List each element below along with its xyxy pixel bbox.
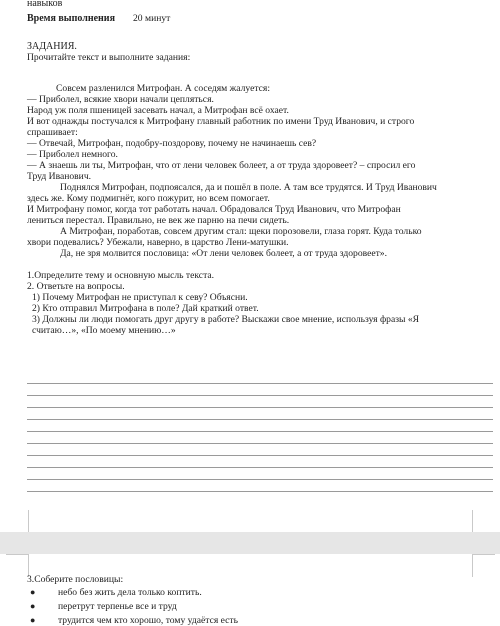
bullet-icon: ● (30, 615, 36, 625)
story-line: Труд Иванович. (27, 171, 92, 182)
tasks-instruction: Прочитайте текст и выполните задания: (27, 52, 191, 63)
question-line: 2. Ответьте на вопросы. (27, 281, 125, 292)
story-line: — А знаешь ли ты, Митрофан, что от лени человек болеет, а от труда здоровеет? – спросил его (27, 160, 416, 171)
story-line: И Митрофану помог, когда тот работать начал. Обрадовался Труд Иванович, что Митрофан (27, 204, 401, 215)
bullet-icon: ● (30, 587, 36, 597)
page-corner-mark (6, 554, 29, 577)
answer-line (27, 443, 493, 444)
header-cutoff: навыков (27, 0, 63, 9)
page-corner-mark (472, 554, 495, 577)
proverb-item: перетрут терпенье все и труд (58, 601, 177, 612)
document-page (0, 554, 500, 626)
tasks-title: ЗАДАНИЯ. (27, 41, 77, 52)
story-line: хвори подевались? Убежали, наверно, в царство Лени-матушки. (27, 237, 289, 248)
answer-line (27, 491, 493, 492)
question-line: считаю…», «По моему мнению…» (32, 325, 176, 336)
proverb-item: небо без жить дела только коптить. (58, 587, 202, 598)
story-line: — Приболел немного. (27, 149, 118, 160)
question-line: 1.Определите тему и основную мысль текста. (27, 270, 215, 281)
answer-line (27, 395, 493, 396)
story-line: А Митрофан, поработав, совсем другим стал: щеки порозовели, глаза горят. Куда только (60, 226, 422, 237)
time-value: 20 минут (133, 13, 171, 24)
story-line: Совсем разленился Митрофан. А соседям жалуется: (56, 83, 270, 94)
proverbs-title: 3.Соберите пословицы: (27, 574, 124, 585)
proverb-item: трудится чем кто хорошо, тому удаётся есть (58, 615, 238, 626)
story-line: Да, не зря молвится пословица: «От лени человек болеет, а от труда здоровеет». (60, 248, 387, 259)
answer-line (27, 455, 493, 456)
question-line: 3) Должны ли люди помогать друг другу в работе? Выскажи свое мнение, используя фразы «Я (32, 314, 420, 325)
answer-line (27, 479, 493, 480)
page-corner-mark (472, 510, 495, 533)
answer-line (27, 407, 493, 408)
time-label: Время выполнения (27, 13, 115, 24)
question-line: 1) Почему Митрофан не приступал к севу? Объясни. (32, 292, 248, 303)
story-line: Народ уж поля пшеницей засевать начал, а Митрофан всё охает. (27, 105, 289, 116)
answer-line (27, 431, 493, 432)
story-line: И вот однажды постучался к Митрофану главный работник по имени Труд Иванович, и строго (27, 116, 415, 127)
answer-line (27, 467, 493, 468)
story-line: — Приболел, всякие хвори начали цепляться. (27, 94, 214, 105)
story-line: — Отвечай, Митрофан, подобру-поздорову, почему не начинаешь сев? (27, 138, 317, 149)
story-line: Поднялся Митрофан, подпоясался, да и пошёл в поле. А там все трудятся. И Труд Иванович (60, 182, 437, 193)
story-line: здесь же. Кому подмигнёт, кого пожурит, но всем помогает. (27, 193, 270, 204)
answer-line (27, 419, 493, 420)
page-separator (0, 532, 500, 554)
answer-line (27, 383, 493, 384)
question-line: 2) Кто отправил Митрофана в поле? Дай краткий ответ. (32, 303, 259, 314)
page-corner-mark (6, 510, 29, 533)
story-line: лениться перестал. Правильно, не век же парню на печи сидеть. (27, 215, 290, 226)
story-line: спрашивает: (27, 127, 78, 138)
bullet-icon: ● (30, 601, 36, 611)
